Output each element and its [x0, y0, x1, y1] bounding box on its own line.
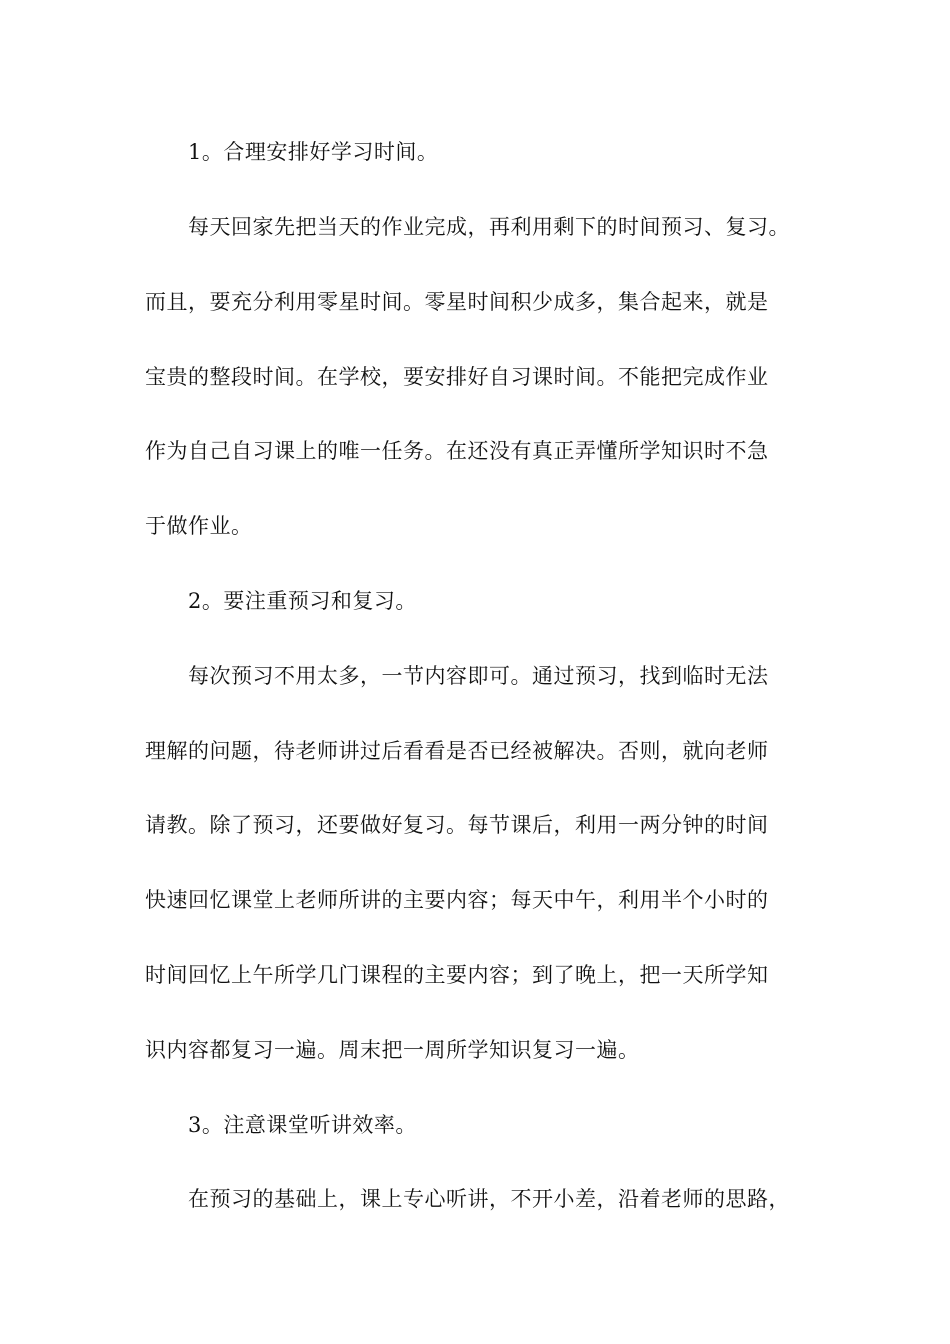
paragraph-1-line-2: 而且，要充分利用零星时间。零星时间积少成多，集合起来，就是	[145, 290, 769, 314]
paragraph-2-line-4: 快速回忆课堂上老师所讲的主要内容；每天中午，利用半个小时的	[145, 888, 769, 912]
paragraph-3-line-1: 在预习的基础上，课上专心听讲，不开小差，沿着老师的思路，	[188, 1187, 790, 1211]
paragraph-1-line-4: 作为自己自习课上的唯一任务。在还没有真正弄懂所学知识时不急	[145, 439, 769, 463]
paragraph-2-line-6: 识内容都复习一遍。周末把一周所学知识复习一遍。	[145, 1038, 640, 1062]
paragraph-1-line-1: 每天回家先把当天的作业完成，再利用剩下的时间预习、复习。	[188, 215, 790, 239]
paragraph-2-line-2: 理解的问题，待老师讲过后看看是否已经被解决。否则，就向老师	[145, 739, 769, 763]
paragraph-2-line-1: 每次预习不用太多，一节内容即可。通过预习，找到临时无法	[188, 664, 769, 688]
paragraph-2-line-3: 请教。除了预习，还要做好复习。每节课后，利用一两分钟的时间	[145, 813, 769, 837]
paragraph-2-line-5: 时间回忆上午所学几门课程的主要内容；到了晚上，把一天所学知	[145, 963, 769, 987]
paragraph-1-line-5: 于做作业。	[145, 514, 253, 538]
heading-1: 1。合理安排好学习时间。	[188, 140, 439, 164]
heading-3: 3。注意课堂听讲效率。	[188, 1113, 417, 1137]
heading-2: 2。要注重预习和复习。	[188, 589, 417, 613]
paragraph-1-line-3: 宝贵的整段时间。在学校，要安排好自习课时间。不能把完成作业	[145, 365, 769, 389]
